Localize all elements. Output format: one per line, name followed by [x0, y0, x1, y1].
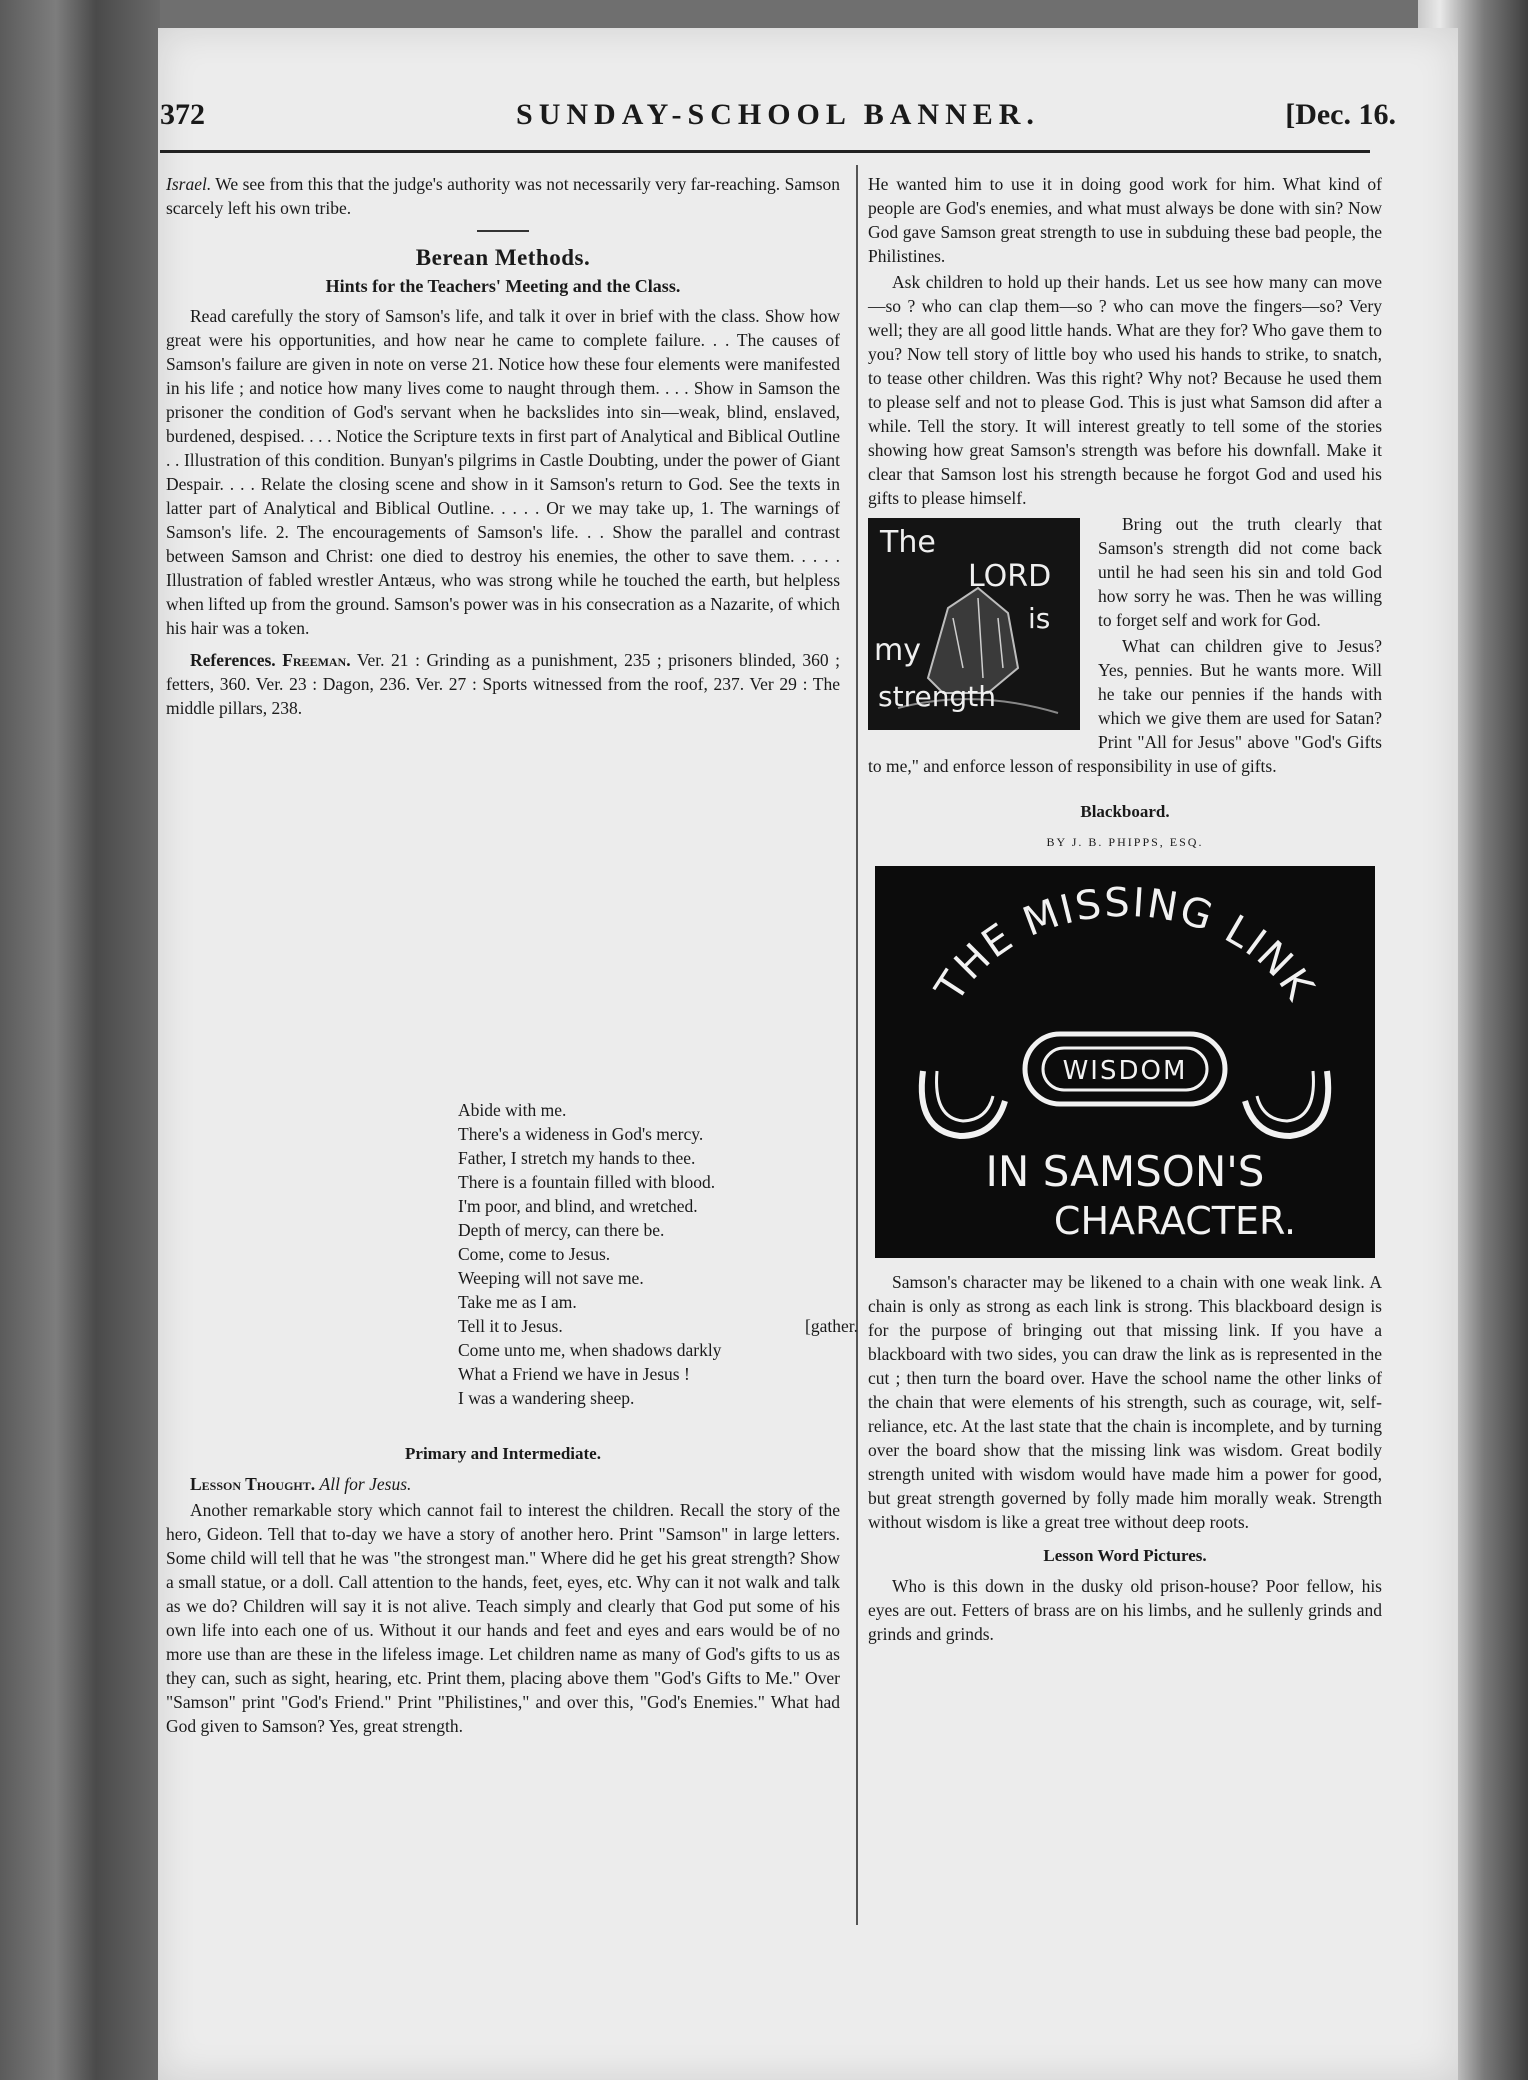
right-broken-link-inner	[1257, 1071, 1313, 1121]
right-paragraph-4: What can children give to Jesus? Yes, pennies. But he wants more. Will he take our pennies if the hands with which we give them are used for Satan? Print "All for Jesus" above "God's Gifts to me," and enforce lesson of responsibility in use of gifts.	[868, 636, 1382, 776]
lord-word-the: The	[880, 525, 936, 560]
references-label: References.	[190, 650, 276, 670]
right-paragraph-2: Ask children to hold up their hands. Let us see how many can move—so ? who can clap them—so ? who can move the fingers—so? Very well; they are all good little hands. What are they for? Who gave them to you? Now tell story of little boy who used his hands to strike, to snatch, to tease other children. Was this right? Why not? Because he used them to please self and not to please God. This is just what Samson did after a while. Tell the story. It will interest greatly to tell some of the stories showing how great Samson's strength was before his downfall. Make it clear that Samson lost his strength because he forgot God and used his gifts to please himself.	[868, 272, 1382, 508]
page-number: 372	[160, 98, 205, 131]
hymn-line: Come unto me, when shadows darkly	[458, 1340, 722, 1360]
lord-word-lord: LORD	[968, 559, 1052, 594]
berean-methods-heading: Berean Methods.	[415, 245, 591, 270]
missing-link-arc-text	[926, 880, 1323, 1011]
blackboard-illustration	[875, 866, 1375, 1258]
missing-link-arc-path: THE MISSING LINK	[926, 879, 1324, 1010]
primary-heading: Primary and Intermediate.	[405, 1444, 601, 1463]
references-author: Freeman.	[282, 650, 351, 670]
board-line-2: CHARACTER.	[1053, 1199, 1297, 1243]
left-broken-link-inner	[937, 1071, 993, 1121]
hymn-line: There is a fountain filled with blood.	[458, 1172, 716, 1192]
right-paragraph-6: Who is this down in the dusky old prison-house? Poor fellow, his eyes are out. Fetters of brass are on his limbs, and he sullenly grinds and grinds and grinds.	[868, 1576, 1382, 1644]
right-paragraph-1: He wanted him to use it in doing good work for him. What kind of people are God's enemies, and what must always be done with sin? Now God gave Samson great strength to use in subduing these bad people, the Philistines.	[868, 174, 1382, 266]
hymn-line: There's a wideness in God's mercy.	[458, 1124, 704, 1144]
blackboard-byline: BY J. B. PHIPPS, ESQ.	[1046, 835, 1204, 849]
intro-italic: Israel.	[166, 174, 212, 194]
column-divider	[856, 165, 858, 1925]
running-title: SUNDAY-SCHOOL BANNER.	[516, 98, 1040, 131]
intro-paragraph	[166, 172, 840, 220]
lesson-thought-text: All for Jesus.	[319, 1474, 412, 1494]
hymn-line: I was a wandering sheep.	[458, 1388, 635, 1408]
right-broken-link	[1245, 1071, 1328, 1136]
hymn-line-with-turnover	[458, 1314, 858, 1338]
right-column	[868, 172, 1382, 1648]
the-lord-is-my-strength-illustration	[868, 518, 1080, 730]
issue-date: [Dec. 16.	[1285, 98, 1396, 131]
left-broken-link	[922, 1071, 1005, 1136]
references-paragraph	[166, 648, 840, 720]
hints-heading: Hints for the Teachers' Meeting and the Class.	[325, 276, 681, 296]
hymn-turnover: [gather.	[805, 1316, 858, 1336]
right-paragraph-3: Bring out the truth clearly that Samson's strength did not come back until he had seen his sin and told God how sorry he was. Then he was willing to forget self and work for God.	[1098, 514, 1382, 630]
lord-word-strength: strength	[878, 680, 996, 713]
hymn-list	[458, 1098, 858, 1410]
lesson-thought-label: Lesson Thought.	[190, 1474, 316, 1494]
hymn-line: Abide with me.	[458, 1100, 567, 1120]
book-spine-edge	[0, 0, 160, 2080]
left-column	[166, 172, 840, 722]
lord-word-is: is	[1028, 602, 1051, 635]
word-pictures-heading: Lesson Word Pictures.	[1043, 1546, 1207, 1565]
hymn-line: Come, come to Jesus.	[458, 1244, 611, 1264]
hints-paragraph: Read carefully the story of Samson's life, and talk it over in brief with the class. Show how great were his opportunities, and how near he came to complete failure. . . The causes of Samson's failure are given in note on verse 21. Notice how these four elements were manifested in his life ; and notice how many lives come to naught through them. . . . Show in Samson the prisoner the condition of God's servant when he backslides into sin—weak, blind, enslaved, burdened, despised. . . . Notice the Scripture texts in first part of Analytical and Biblical Outline . . Illustration of this condition. Bunyan's pilgrims in Castle Doubting, under the power of Giant Despair. . . . Relate the closing scene and show in it Samson's return to God. See the texts in latter part of Analytical and Biblical Outline. . . . . Or we may take up, 1. The warnings of Samson's life. 2. The encouragements of Samson's life. . . Show the parallel and contrast between Samson and Christ: one died to destroy his enemies, the other to save them. . . . . Illustration of fabled wrestler Antæus, who was strong while he touched the earth, but helpless when lifted up from the ground. Samson's power was in his consecration as a Nazarite, of which his hair was a token.	[166, 306, 840, 638]
primary-paragraph: Another remarkable story which cannot fail to interest the children. Recall the story of the hero, Gideon. Tell that to-day we have a story of another hero. Print "Samson" in large letters. Some child will tell that he was "the strongest man." Where did he get his great strength? Show a small statue, or a doll. Call attention to the hands, feet, eyes, etc. Why can it not walk and talk as we do? Children will say it is not alive. Teach simply and clearly that God put some of his own life into each one of us. Without it our hands and feet and eyes and ears would be of no more use than are these in the lifeless image. Let children name as many of God's gifts to us as they can, such as sight, hearing, etc. Print them, placing above them "God's Gifts to Me." Over "Samson" print "God's Friend." Print "Philistines," and over this, "God's Enemies." What had God given to Samson? Yes, great strength.	[166, 1500, 840, 1736]
hymn-line: Weeping will not save me.	[458, 1268, 644, 1288]
blackboard-heading: Blackboard.	[1080, 802, 1170, 821]
page-header	[160, 88, 1396, 148]
hymn-line: Take me as I am.	[458, 1292, 577, 1312]
right-paragraph-5: Samson's character may be likened to a chain with one weak link. A chain is only as strong as each link is strong. This blackboard design is for the purpose of bringing out that missing link. If you have a blackboard with two sides, you can draw the link as is represented in the cut ; then turn the board over. Have the school name the other links of the chain that were elements of his strength, such as courage, wit, self-reliance, etc. At the last state that the chain is incomplete, and by turning over the board show that the missing link was wisdom. Great bodily strength united with wisdom would have made him a power for good, but great strength governed by folly made him morally weak. Strength without wisdom is like a great tree without deep roots.	[868, 1272, 1382, 1532]
header-rule	[160, 150, 1370, 153]
board-line-1: IN SAMSON'S	[985, 1147, 1265, 1196]
primary-section	[166, 1432, 840, 1740]
hymn-line: What a Friend we have in Jesus !	[458, 1364, 690, 1384]
hymn-line: I'm poor, and blind, and wretched.	[458, 1196, 698, 1216]
hymn-line: Tell it to Jesus.	[458, 1316, 563, 1336]
wisdom-link-word: WISDOM	[1062, 1056, 1188, 1086]
lord-word-my: my	[874, 633, 921, 668]
references-text: Ver. 21 : Grinding as a punishment, 235 ; prisoners blinded, 360 ; fetters, 360. Ver. 23 : Dagon, 236. Ver. 27 : Sports witnessed from the roof, 237. Ver 29 : The middle pillars, 238.	[166, 650, 841, 718]
intro-text: We see from this that the judge's authority was not necessarily very far-reaching. Samson scarcely left his own tribe.	[166, 174, 841, 218]
section-divider	[477, 230, 529, 232]
hymn-line: Father, I stretch my hands to thee.	[458, 1148, 696, 1168]
hymn-line: Depth of mercy, can there be.	[458, 1220, 665, 1240]
blackboard-drawing	[875, 866, 1375, 1258]
lesson-thought	[166, 1472, 840, 1496]
